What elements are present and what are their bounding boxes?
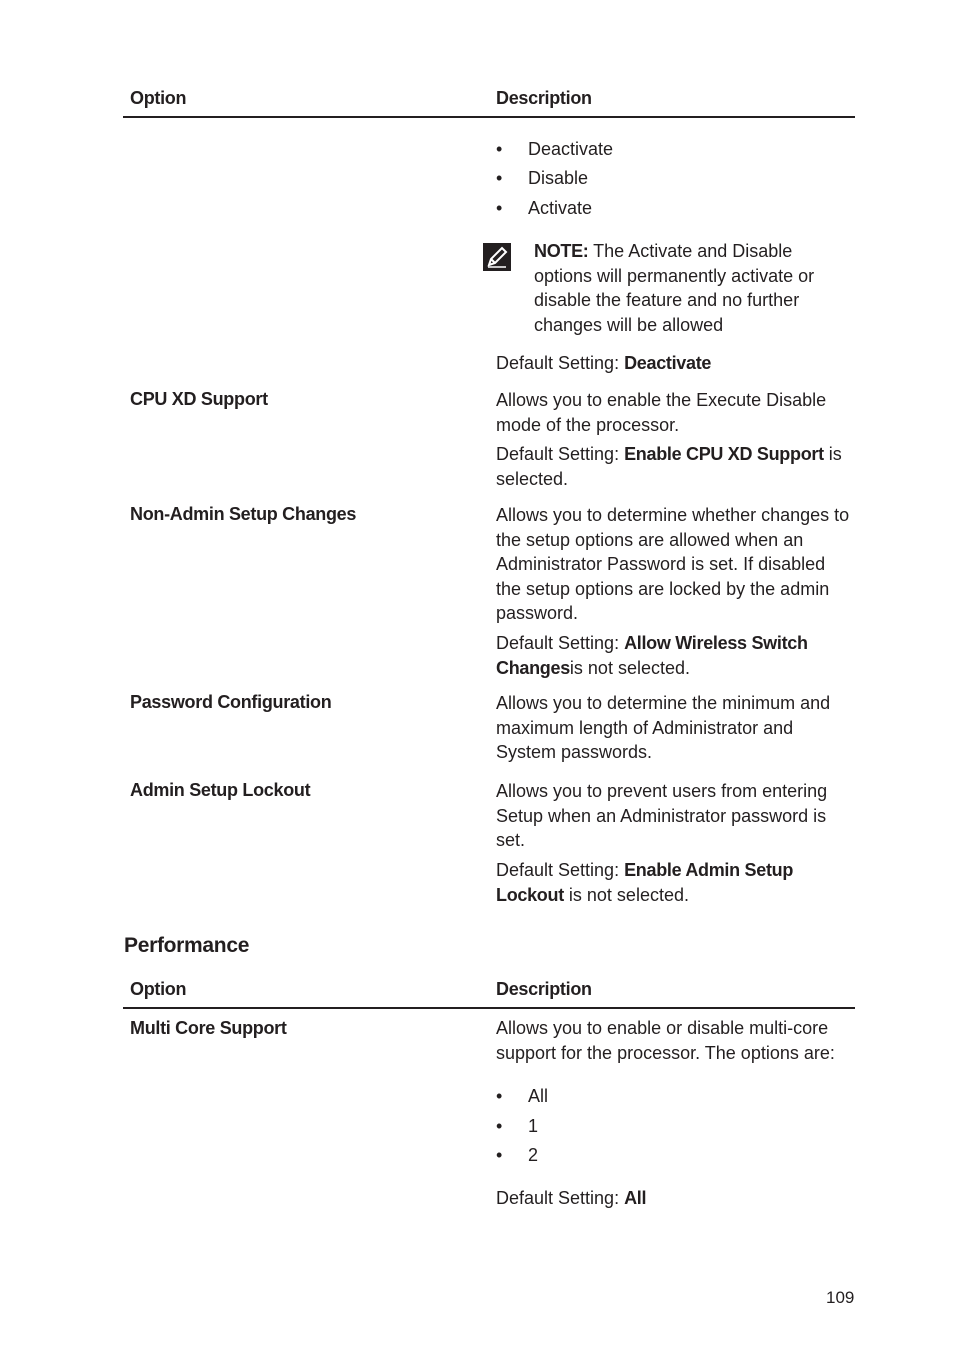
table2-header-option: Option [130,979,187,999]
list-item: • 2 [496,1145,539,1165]
option-description: Allows you to enable the Execute Disable mode of the processor. [496,390,827,435]
table2-header-rule [123,1007,855,1009]
tpm-default-setting: Default Setting: Deactivate [496,353,712,373]
option-password-configuration: Password Configuration [130,692,332,712]
option-admin-setup-lockout: Admin Setup Lockout [130,780,311,800]
default-setting: Default Setting: All [496,1188,647,1208]
list-item: • Disable [496,168,589,188]
table2-header-description: Description [496,979,592,999]
option-cpu-xd-support: CPU XD Support [130,389,268,409]
pencil-note-icon [483,243,511,271]
page-number: 109 [826,1288,855,1307]
table1-header-rule [123,116,855,118]
list-item: • Activate [496,198,593,218]
list-item: • 1 [496,1116,539,1136]
option-multi-core-support: Multi Core Support [130,1018,287,1038]
option-non-admin-setup-changes: Non-Admin Setup Changes [130,504,357,524]
option-description: Allows you to enable or disable multi-core support for the processor. The options are: [496,1018,835,1063]
default-setting: Default Setting: Allow Wireless Switch Changesis not selected. [496,633,808,678]
option-description: Allows you to prevent users from entering Setup when an Administrator password is set. [496,781,828,850]
note-label: NOTE: [534,241,589,261]
default-setting: Default Setting: Enable Admin Setup Lockout is not selected. [496,860,794,905]
option-description: Allows you to determine whether changes to the setup options are allowed when an Administrator Password is set. If disabled the setup options are locked by the admin password. [496,505,850,623]
list-item: • Deactivate [496,139,614,159]
note-text: NOTE: The Activate and Disable options will permanently activate or disable the feature and no further changes will be allowed [534,241,815,335]
table1-header-description: Description [496,88,592,108]
section-title: Performance [124,934,250,957]
table1-header-option: Option [130,88,187,108]
option-description: Allows you to determine the minimum and maximum length of Administrator and System passwords. [496,693,831,762]
list-item: • All [496,1086,549,1106]
default-setting: Default Setting: Enable CPU XD Support is selected. [496,444,842,489]
